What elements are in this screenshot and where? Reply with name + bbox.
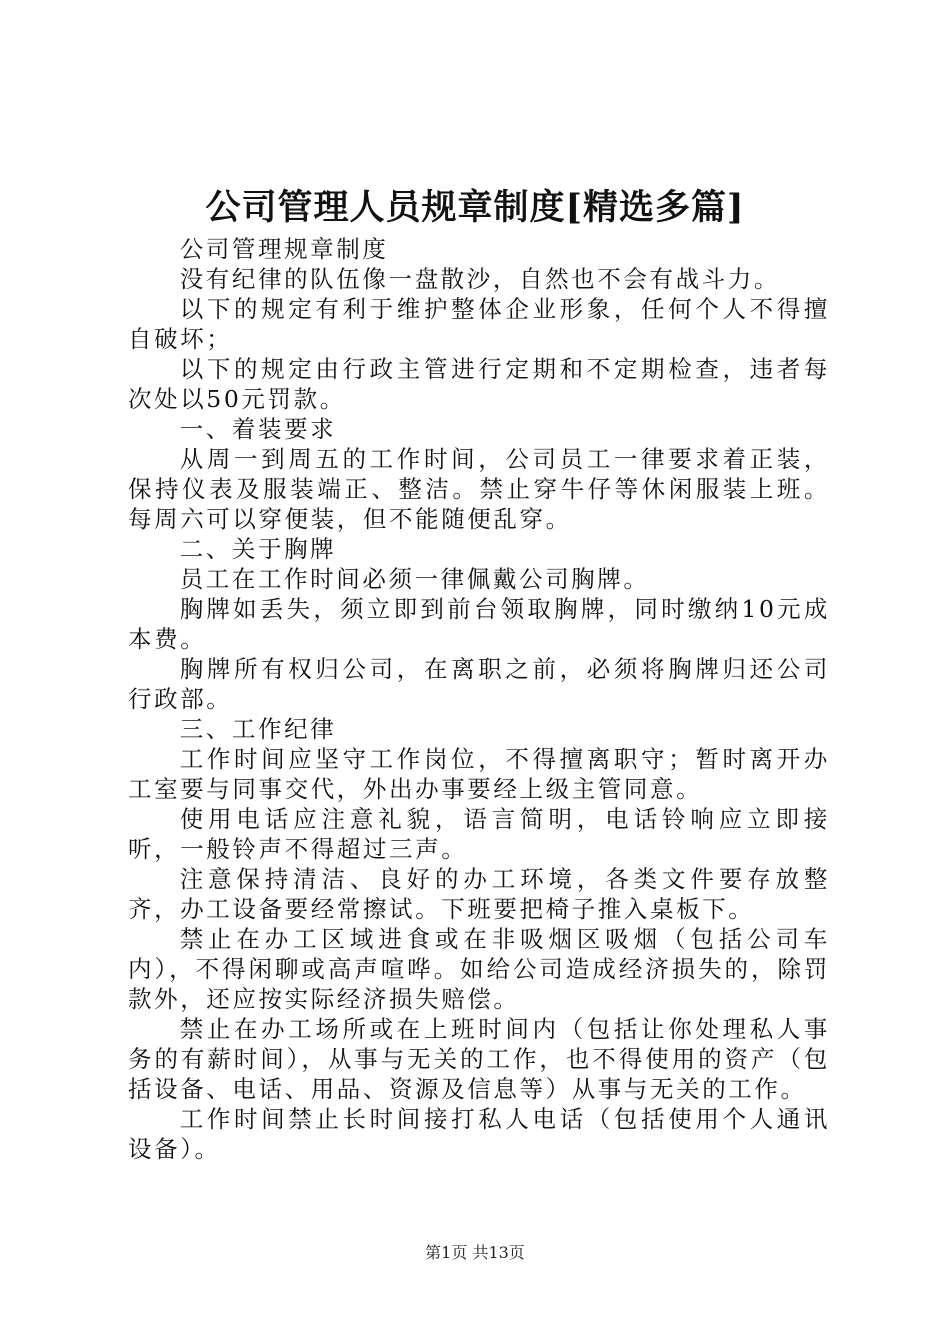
paragraph: 使用电话应注意礼貌，语言简明，电话铃响应立即接听，一般铃声不得超过三声。	[128, 805, 830, 863]
paragraph: 员工在工作时间必须一律佩戴公司胸牌。	[179, 565, 650, 593]
document-title: 公司管理人员规章制度[精选多篇]	[205, 187, 745, 228]
paragraph: 胸牌如丢失，须立即到前台领取胸牌，同时缴纳10元成本费。	[128, 595, 830, 653]
paragraph: 禁止在办工场所或在上班时间内（包括让你处理私人事务的有薪时间），从事与无关的工作，也不得使用的资产（包括设备、电话、用品、资源及信息等）从事与无关的工作。	[128, 1015, 830, 1103]
paragraph: 从周一到周五的工作时间，公司员工一律要求着正装，保持仪表及服装端正、整洁。禁止穿牛仔等休闲服装上班。每周六可以穿便装，但不能随便乱穿。	[128, 445, 830, 533]
paragraph: 以下的规定有利于维护整体企业形象，任何个人不得擅自破坏；	[128, 295, 830, 353]
section-heading: 三、工作纪律	[179, 715, 337, 743]
section-heading: 二、关于胸牌	[179, 535, 337, 563]
document-body	[128, 234, 830, 1164]
paragraph: 没有纪律的队伍像一盘散沙，自然也不会有战斗力。	[179, 265, 780, 293]
paragraph: 工作时间应坚守工作岗位，不得擅离职守；暂时离开办工室要与同事交代，外出办事要经上级主管同意。	[128, 745, 830, 803]
paragraph: 禁止在办工区域进食或在非吸烟区吸烟（包括公司车内），不得闲聊或高声喧哗。如给公司造成经济损失的，除罚款外，还应按实际经济损失赔偿。	[128, 925, 830, 1013]
section-heading: 一、着装要求	[179, 415, 337, 443]
paragraph: 工作时间禁止长时间接打私人电话（包括使用个人通讯设备）。	[128, 1105, 830, 1163]
paragraph: 以下的规定由行政主管进行定期和不定期检查，违者每次处以50元罚款。	[128, 355, 830, 413]
paragraph: 注意保持清洁、良好的办工环境，各类文件要存放整齐，办工设备要经常擦试。下班要把椅子推入桌板下。	[128, 865, 830, 923]
paragraph: 公司管理规章制度	[179, 235, 389, 263]
page-number-footer: 第1页 共13页	[425, 1243, 525, 1262]
paragraph: 胸牌所有权归公司，在离职之前，必须将胸牌归还公司行政部。	[128, 655, 830, 713]
